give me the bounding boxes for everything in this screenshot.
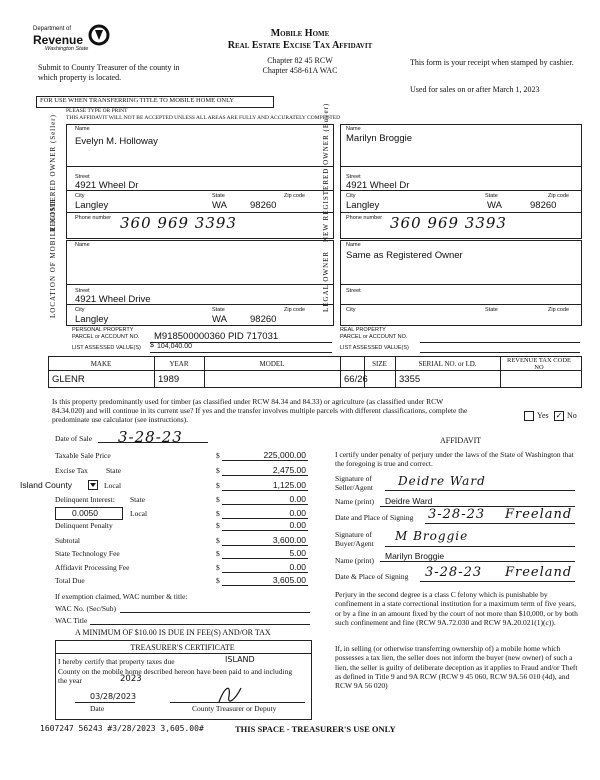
- wac-no-label: WAC No. (Sec/Sub): [55, 604, 117, 613]
- tech-fee-label: State Technology Fee: [55, 549, 120, 558]
- total-due-dollar: $: [216, 576, 220, 585]
- location-zip-label: Zip code: [284, 307, 306, 313]
- real-parcel-label: PARCEL or ACCOUNT NO.: [340, 334, 408, 340]
- date-of-sale-label: Date of Sale: [55, 434, 93, 443]
- delinquent-local-label: Local: [130, 509, 148, 518]
- receipt-note: This form is your receipt when stamped by cashier.: [410, 58, 574, 67]
- legal-name-label: Name: [346, 242, 361, 248]
- affidavit-certify: I certify under penalty of perjury under the laws of the State of Washington that the foregoing is true and correct.: [335, 450, 574, 468]
- treasurer-text2: County on the mobile home described hereon have been paid to and including the year: [58, 667, 293, 685]
- location-street-label: Street: [75, 288, 90, 294]
- buyer-side-label: NEW REGISTERED OWNER (Buyer): [322, 102, 330, 242]
- legal-state-label: State: [485, 307, 498, 313]
- chapter-wac: Chapter 458-61A WAC: [262, 66, 338, 75]
- excise-tax-label: Excise Tax: [55, 466, 88, 475]
- treasurer-title: TREASURER'S CERTIFICATE: [130, 643, 235, 652]
- perjury-note: Perjury in the second degree is a class C felony which is punishable by confinement in a state correctional institution for a maximum term of five years, or by a fine in an amount fixed by the court of not more than $10,000, or by both such confinement and fine (RCW 9A.72.030 and RCW 9A.20.021(1)(c)).: [335, 590, 578, 627]
- processing-fee-label: Affidavit Processing Fee: [55, 563, 130, 572]
- buyer-signature[interactable]: M Broggie: [395, 529, 469, 543]
- county-name: Island County: [20, 480, 72, 490]
- col-make: MAKE: [90, 360, 112, 368]
- personal-property-label: PERSONAL PROPERTY: [72, 327, 134, 333]
- seller-state[interactable]: WA: [212, 200, 227, 211]
- cell-size[interactable]: 66/26: [344, 374, 368, 385]
- excise-local[interactable]: 1,125.00: [272, 480, 306, 490]
- seller-city[interactable]: Langley: [75, 200, 109, 211]
- seller-print[interactable]: Deidre Ward: [385, 496, 433, 506]
- accept-note: THIS AFFIDAVIT WILL NOT BE ACCEPTED UNLESS ALL AREAS ARE FULLY AND ACCURATELY COMPLETED: [66, 115, 341, 121]
- treasurer-use-note: THIS SPACE - TREASURER'S USE ONLY: [235, 724, 396, 734]
- location-name-label: Name: [75, 242, 90, 248]
- county-select[interactable]: [88, 480, 98, 490]
- col-year: YEAR: [169, 360, 189, 368]
- location-state-label: State: [212, 307, 225, 313]
- logo-line2: Revenue: [33, 33, 84, 47]
- total-due-label: Total Due: [55, 576, 85, 585]
- submit-note: Submit to County Treasurer of the county in which property is located.: [38, 63, 180, 82]
- seller-date-label: Date and Place of Signing: [335, 513, 414, 522]
- location-city[interactable]: Langley: [75, 314, 109, 325]
- personal-assessed[interactable]: 104,040.00: [157, 343, 193, 350]
- affidavit-title: AFFIDAVIT: [440, 436, 482, 445]
- seller-zip-label: Zip code: [284, 193, 306, 199]
- location-zip[interactable]: 98260: [250, 314, 277, 325]
- cell-year[interactable]: 1989: [158, 374, 180, 385]
- col-size: SIZE: [372, 360, 387, 368]
- personal-assessed-dollar: $: [150, 342, 154, 349]
- buyer-phone[interactable]: 360 969 3393: [390, 214, 507, 232]
- buyer-place[interactable]: Freeland: [505, 565, 573, 580]
- delinquent-local[interactable]: 0.00: [289, 508, 306, 518]
- legal-side-label: LEGAL OWNER: [322, 250, 330, 312]
- buyer-print-label: Name (print): [335, 556, 374, 565]
- buyer-zip[interactable]: 98260: [530, 200, 557, 211]
- seller-phone-label: Phone number: [75, 215, 112, 221]
- buyer-date[interactable]: 3-28-23: [425, 565, 483, 580]
- minimum-note: A MINIMUM OF $10.00 IS DUE IN FEE(S) AND/OR TAX: [75, 628, 271, 637]
- buyer-name[interactable]: Marilyn Broggie: [346, 133, 412, 144]
- legal-zip-label: Zip code: [548, 307, 570, 313]
- delinquent-state-label: State: [130, 495, 145, 504]
- legal-street-label: Street: [346, 288, 361, 294]
- treasurer-text1: I hereby certify that property taxes due: [58, 657, 175, 666]
- seller-side-label: REGISTERED OWNER (Seller): [49, 114, 57, 232]
- location-city-label: City: [75, 307, 85, 313]
- excise-state-dollar: $: [216, 466, 220, 475]
- wac-title-label: WAC Title: [55, 616, 88, 625]
- transfer-note: FOR USE WHEN TRANSFERRING TITLE TO MOBILE HOME ONLY: [40, 97, 235, 104]
- seller-sig-label: Signature of Seller/Agent: [335, 474, 373, 492]
- seller-phone[interactable]: 360 969 3393: [120, 214, 237, 232]
- tech-fee[interactable]: 5.00: [289, 548, 306, 558]
- taxable-price[interactable]: 225,000.00: [263, 450, 306, 460]
- location-side-label: LOCATION OF MOBILE HOME: [49, 198, 57, 318]
- delinquent-label: Delinquent Interest:: [55, 495, 115, 504]
- buyer-state[interactable]: WA: [487, 200, 502, 211]
- col-model: MODEL: [259, 360, 285, 368]
- excise-state[interactable]: 2,475.00: [272, 465, 306, 475]
- cell-serial[interactable]: 3355: [399, 374, 421, 385]
- chevron-down-icon: [89, 481, 97, 489]
- location-state[interactable]: WA: [212, 314, 227, 325]
- real-property-label: REAL PROPERTY: [340, 327, 386, 333]
- logo-line1: Department of: [33, 26, 72, 32]
- delinquent-state-dollar: $: [216, 495, 220, 504]
- tech-fee-dollar: $: [216, 549, 220, 558]
- yes-label: Yes: [537, 411, 549, 420]
- exemption-label: If exemption claimed, WAC number & title:: [55, 592, 188, 601]
- location-street[interactable]: 4921 Wheel Drive: [75, 294, 151, 305]
- seller-place[interactable]: Freeland: [505, 507, 573, 522]
- local-rate[interactable]: 0.0050: [72, 508, 98, 518]
- date-of-sale[interactable]: 3-28-23: [118, 428, 183, 446]
- penalty-label: Delinquent Penalty: [55, 521, 113, 530]
- buyer-phone-label: Phone number: [346, 215, 383, 221]
- legal-city-label: City: [346, 307, 356, 313]
- dor-logo: [33, 24, 113, 56]
- treasurer-year[interactable]: 2023: [120, 674, 142, 684]
- treasurer-county[interactable]: ISLAND: [225, 655, 255, 664]
- buyer-zip-label: Zip code: [548, 193, 570, 199]
- treasurer-date-label: Date: [90, 704, 105, 713]
- treasurer-sig-label: County Treasurer or Deputy: [192, 704, 277, 713]
- buyer-street[interactable]: 4921 Wheel Dr: [346, 180, 410, 191]
- seller-street-label: Street: [75, 174, 90, 180]
- seller-print-label: Name (print): [335, 497, 374, 506]
- logo-line3: Washington State: [45, 46, 89, 52]
- legal-name[interactable]: Same as Registered Owner: [346, 250, 463, 261]
- seller-state-label: State: [212, 193, 225, 199]
- subtotal[interactable]: 3,600.00: [272, 535, 306, 545]
- real-assessed-label: LIST ASSESSED VALUE(S): [340, 345, 409, 351]
- yes-checkbox[interactable]: [524, 411, 534, 421]
- processing-fee-dollar: $: [216, 563, 220, 572]
- buyer-city[interactable]: Langley: [346, 200, 380, 211]
- processing-fee[interactable]: 0.00: [289, 562, 306, 572]
- penalty-dollar: $: [216, 521, 220, 530]
- total-due[interactable]: 3,605.00: [272, 575, 306, 585]
- no-checkbox[interactable]: ✓: [555, 411, 563, 420]
- personal-assessed-label: LIST ASSESSED VALUE(S): [72, 345, 141, 351]
- seller-street[interactable]: 4921 Wheel Dr: [75, 180, 139, 191]
- treasurer-date[interactable]: 03/28/2023: [90, 692, 137, 701]
- buyer-date-label: Date & Place of Signing: [335, 572, 409, 581]
- seller-zip[interactable]: 98260: [250, 200, 277, 211]
- no-label: No: [567, 411, 577, 420]
- delinquent-local-dollar: $: [216, 509, 220, 518]
- excise-state-label: State: [106, 466, 121, 475]
- delinquent-state[interactable]: 0.00: [289, 494, 306, 504]
- taxable-dollar: $: [216, 451, 220, 460]
- buyer-city-label: City: [346, 193, 356, 199]
- buyer-street-label: Street: [346, 174, 361, 180]
- buyer-name-label: Name: [346, 126, 361, 132]
- buyer-state-label: State: [485, 193, 498, 199]
- excise-local-dollar: $: [216, 481, 220, 490]
- taxable-price-label: Taxable Sale Price: [55, 451, 111, 460]
- col-tax-code: REVENUE TAX CODE NO: [507, 357, 571, 371]
- tax-lien-note: If, in selling (or otherwise transferring ownership of) a mobile home which possesses a tax lien, the seller does not inform the buyer (new owner) of such a lien, the seller is guilty of deliberate deception as it applies to Fraud and/or Theft as defined in Title 9 and 9A RCW (RCW 9 45 060, RCW 9A.56 010 (4d), and RCW 9A 56 020): [335, 644, 578, 691]
- print-note: PLEASE TYPE OR PRINT: [66, 108, 128, 114]
- excise-local-label: Local: [104, 481, 122, 490]
- seller-date[interactable]: 3-28-23: [428, 507, 486, 522]
- col-serial: SERIAL NO. or I.D.: [418, 360, 477, 368]
- seller-signature[interactable]: Deidre Ward: [398, 474, 486, 488]
- form-title-line2: Real Estate Excise Tax Affidavit: [227, 40, 373, 51]
- seller-city-label: City: [75, 193, 85, 199]
- subtotal-dollar: $: [216, 536, 220, 545]
- cashier-stamp: 1607247 56243 #3/28/2023 3,605.00#: [40, 724, 204, 733]
- seller-name-label: Name: [75, 126, 90, 132]
- subtotal-label: Subtotal: [55, 536, 81, 545]
- penalty[interactable]: 0.00: [289, 520, 306, 530]
- chapter-rcw: Chapter 82 45 RCW: [267, 56, 333, 65]
- personal-parcel-label: PARCEL or ACCOUNT NO.: [72, 334, 140, 340]
- cell-make[interactable]: GLENR: [52, 374, 85, 385]
- personal-parcel[interactable]: M918500000360 PID 717031: [154, 331, 279, 342]
- seller-name[interactable]: Evelyn M. Holloway: [75, 136, 158, 147]
- used-for-note: Used for sales on or after March 1, 2023: [410, 85, 540, 94]
- form-title-line1: Mobile Home: [270, 28, 330, 39]
- buyer-print[interactable]: Marilyn Broggie: [385, 551, 445, 561]
- buyer-sig-label: Signature of Buyer/Agent: [335, 530, 374, 548]
- timber-question: Is this property predominantly used for timber (as classified under RCW 84.34 and 84.33) or agriculture (as classified under RCW 84.34.020) and will continue in its current use? If yes and the transfer involves multiple parcels with different classifications, complete the predominate use calculator (see instructions).: [52, 397, 468, 424]
